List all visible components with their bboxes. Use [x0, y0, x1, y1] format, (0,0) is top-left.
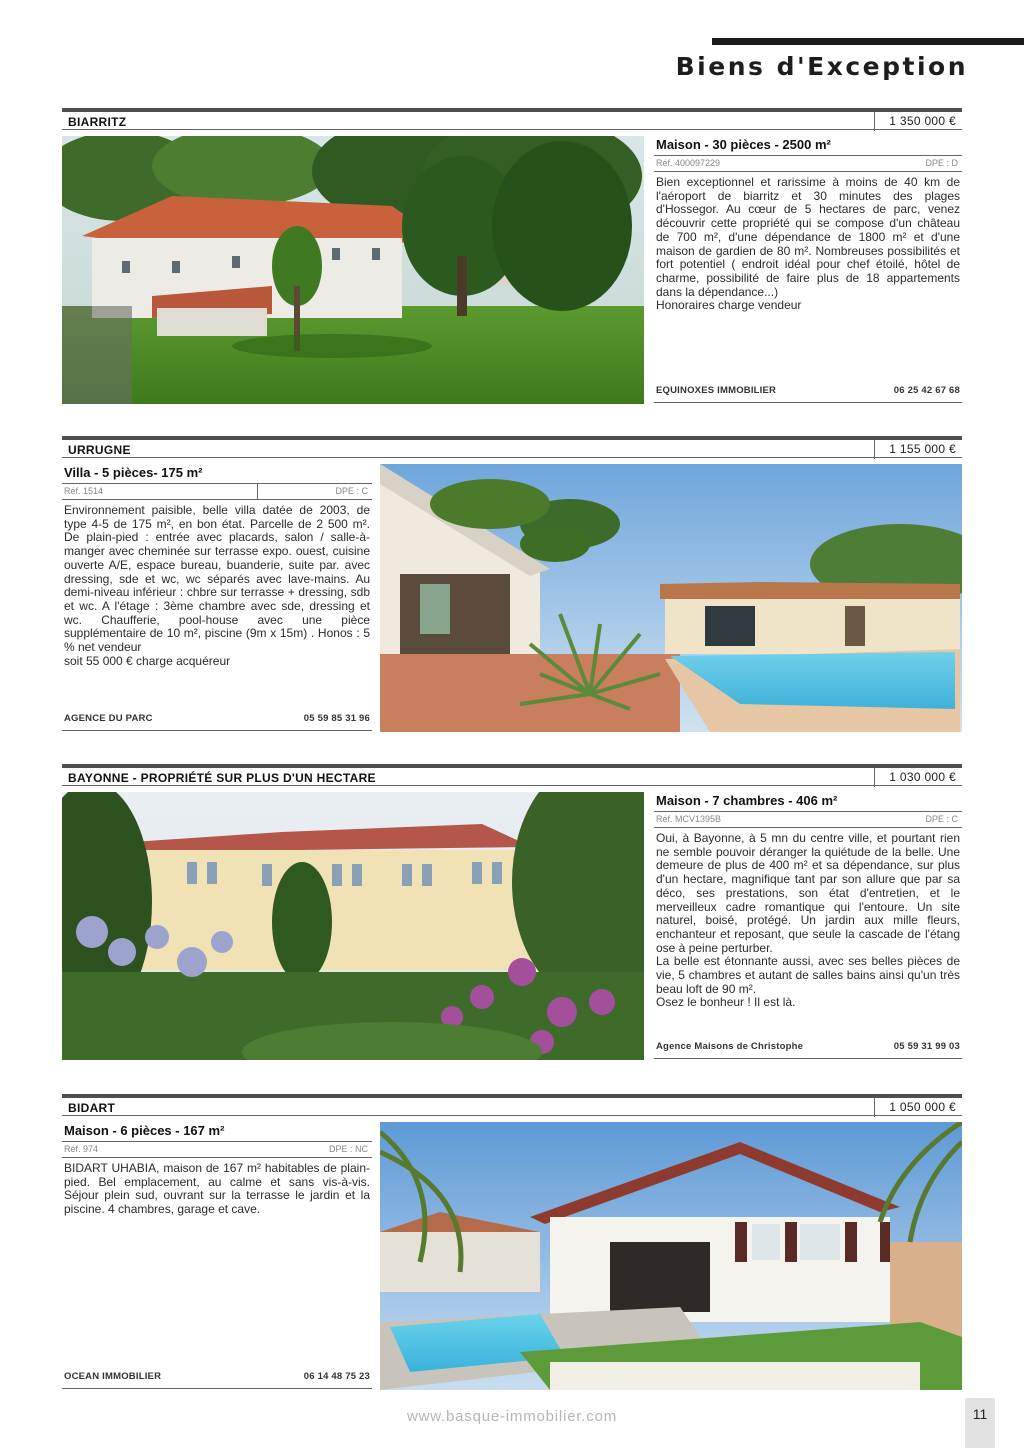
reference-number: Réf. 1514 [64, 486, 104, 496]
price-label: 1 350 000 € [874, 111, 962, 131]
property-title: Maison - 7 chambres - 406 m² [654, 792, 962, 812]
location-bar [62, 108, 962, 130]
page-title: Biens d'Exception [675, 52, 968, 81]
reference-number: Réf. 974 [64, 1144, 99, 1154]
property-photo [62, 136, 644, 404]
property-photo [62, 792, 644, 1060]
agency-row [654, 381, 962, 403]
property-info [62, 1122, 372, 1390]
property-description: Environnement paisible, belle villa datée de 2003, de type 4-5 de 175 m², en bon état. Parcelle de 2 500 m². De plain-pied : entrée avec placards, salon / salle-à-manger avec cheminée sur terrasse expo. ouest, cuisine ouverte A/E, espace bureau, buanderie, suite par. avec dressing, sde et wc, wc séparés avec lave-mains. Au demi-niveau inférieur : chbre sur terrasse + dressing, sdb et wc. A l'étage : 3ème chambre avec sde, dressing et wc. Chaufferie, pool-house avec une pièce supplémentaire de 10 m², piscine (9m x 15m) . Honos : 5 % net vendeur soit 55 000 € charge acquéreur [64, 503, 370, 668]
property-info [654, 792, 962, 1060]
property-photo [380, 464, 962, 732]
footer-url: www.basque-immobilier.com [406, 1408, 618, 1425]
reference-number: Réf. MCV1395B [656, 814, 722, 824]
agency-phone: 06 25 42 67 68 [893, 385, 960, 396]
price-label: 1 155 000 € [874, 439, 962, 459]
location-bar [62, 436, 962, 458]
page-number: 11 [965, 1398, 995, 1448]
agency-row [654, 1037, 962, 1059]
location-bar [62, 1094, 962, 1116]
price-label: 1 030 000 € [874, 767, 962, 787]
row-divider [257, 484, 258, 499]
agency-name: AGENCE DU PARC [64, 713, 153, 724]
property-info [654, 136, 962, 404]
property-title: Maison - 6 pièces - 167 m² [62, 1122, 372, 1142]
property-title: Villa - 5 pièces- 175 m² [62, 464, 372, 484]
location-title: BIARRITZ [68, 115, 127, 129]
reference-row [62, 1142, 372, 1158]
location-title: URRUGNE [68, 443, 131, 457]
agency-row [62, 709, 372, 731]
location-bar [62, 764, 962, 786]
property-photo [380, 1122, 962, 1390]
listing-biarritz [62, 108, 962, 406]
location-title: BAYONNE - PROPRIÉTÉ SUR PLUS D'UN HECTARE [68, 771, 376, 785]
listing-urrugne [62, 436, 962, 734]
listing-bayonne [62, 764, 962, 1062]
property-description: Oui, à Bayonne, à 5 mn du centre ville, et pourtant rien ne semble pouvoir déranger la quiétude de la belle. Une demeure de plus de 400 m² et sa dépendance, sur plus d'un hectare, magnifique tant par son allure que par sa déco, ses prestations, son état d'entretien, et le merveilleux cadre romantique qui l'entoure. Un site naturel, boisé, protégé. Un jardin aux mille fleurs, enchanteur et reposant, que seule la cascade de l'étang ose à peine perturber. La belle est étonnante aussi, avec ses belles pièces de vie, 5 chambres et autant de salles bains ainsi qu'un très beau loft de 90 m². Osez le bonheur ! Il est là. [656, 831, 960, 1010]
property-description: Bien exceptionnel et rarissime à moins de 40 km de l'aéroport de biarritz et 30 minutes des plages d'Hossegor. Au cœur de 5 hectares de parc, venez découvrir cette propriété qui se compose d'un château de 700 m², d'une dépendance de 1800 m² et d'une maison de gardien de 80 m². Nombreuses possibilités et fort potentiel ( endroit idéal pour chef étoilé, hôtel de charme, possibilité de faire plus de 18 appartements dans la dépendance...) Honoraires charge vendeur [656, 175, 960, 313]
agency-phone: 05 59 85 31 96 [303, 713, 370, 724]
agency-row [62, 1367, 372, 1389]
dpe-rating: DPE : NC [328, 1144, 368, 1154]
reference-row [62, 484, 372, 500]
agency-phone: 05 59 31 99 03 [893, 1041, 960, 1052]
reference-row [654, 156, 962, 172]
location-title: BIDART [68, 1101, 116, 1115]
dpe-rating: DPE : C [925, 814, 958, 824]
property-description: BIDART UHABIA, maison de 167 m² habitables de plain-pied. Bel emplacement, au calme et sans vis-à-vis. Séjour plein sud, ouvrant sur la terrasse le jardin et la piscine. 4 chambres, garage et cave. [64, 1161, 370, 1217]
dpe-rating: DPE : D [925, 158, 958, 168]
agency-phone: 06 14 48 75 23 [303, 1371, 370, 1382]
header-accent-bar [712, 38, 1024, 45]
agency-name: EQUINOXES IMMOBILIER [656, 385, 777, 396]
property-info [62, 464, 372, 732]
agency-name: Agence Maisons de Christophe [656, 1041, 804, 1052]
dpe-rating: DPE : C [335, 486, 368, 496]
property-title: Maison - 30 pièces - 2500 m² [654, 136, 962, 156]
reference-number: Réf. 400097229 [656, 158, 721, 168]
price-label: 1 050 000 € [874, 1097, 962, 1117]
reference-row [654, 812, 962, 828]
agency-name: OCEAN IMMOBILIER [64, 1371, 162, 1382]
listing-bidart [62, 1094, 962, 1392]
